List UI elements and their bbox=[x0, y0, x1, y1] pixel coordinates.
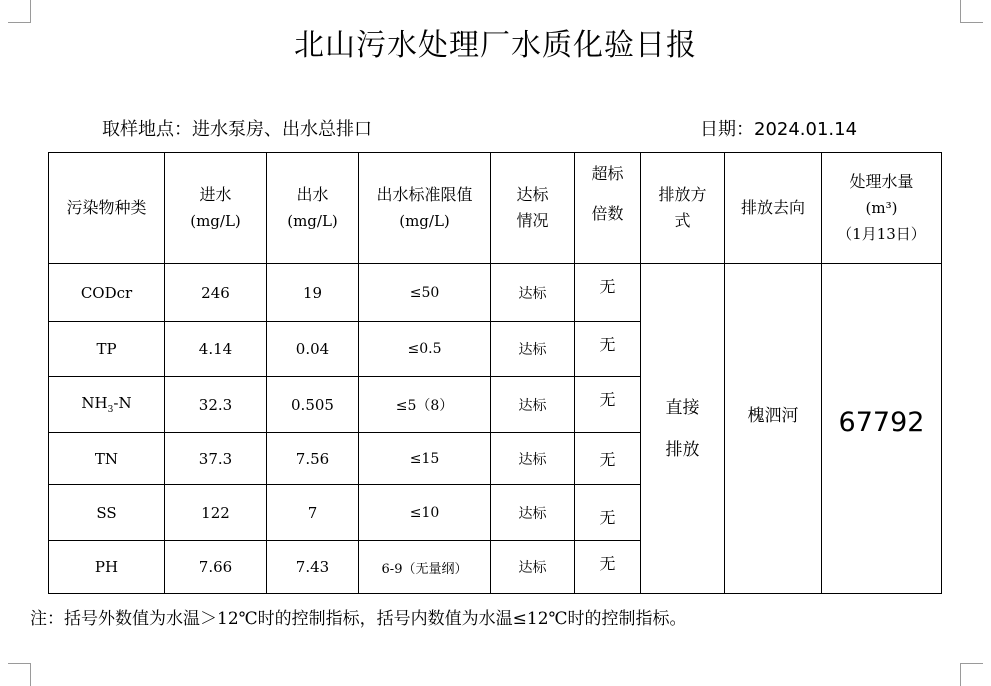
compliance-cell: 达标 bbox=[491, 433, 575, 485]
compliance-cell: 达标 bbox=[491, 485, 575, 541]
pollutant-main: NH bbox=[81, 394, 108, 412]
standard-cell: ≤0.5 bbox=[359, 322, 491, 377]
pollutant-cell: TP bbox=[49, 322, 165, 377]
header-inflow-unit: (mg/L) bbox=[190, 212, 241, 230]
water-quality-table bbox=[48, 152, 942, 594]
header-outflow-label: 出水 bbox=[296, 185, 329, 204]
sampling-location: 取样地点：进水泵房、出水总排口 bbox=[102, 119, 372, 140]
header-inflow-label: 进水 bbox=[199, 185, 232, 204]
pollutant-tail: -N bbox=[113, 394, 132, 412]
standard-cell: ≤50 bbox=[359, 264, 491, 322]
header-exceed-line1: 超标 bbox=[591, 164, 624, 183]
header-exceed-line2: 倍数 bbox=[591, 204, 624, 223]
exceed-cell: 无 bbox=[575, 322, 641, 377]
inflow-cell: 122 bbox=[165, 485, 267, 541]
header-standard bbox=[359, 153, 491, 264]
outflow-cell: 0.04 bbox=[267, 322, 359, 377]
compliance-cell: 达标 bbox=[491, 322, 575, 377]
header-compliance bbox=[491, 153, 575, 264]
header-pollutant bbox=[49, 153, 165, 264]
report-title: 北山污水处理厂水质化验日报 bbox=[294, 28, 697, 63]
exceed-cell: 无 bbox=[575, 433, 641, 485]
inflow-cell: 7.66 bbox=[165, 541, 267, 594]
header-row bbox=[49, 153, 942, 264]
standard-cell: ≤15 bbox=[359, 433, 491, 485]
exceed-cell: 无 bbox=[575, 377, 641, 433]
header-volume-unit: (m³) bbox=[865, 199, 898, 217]
compliance-cell: 达标 bbox=[491, 541, 575, 594]
outflow-cell: 0.505 bbox=[267, 377, 359, 433]
header-standard-unit: (mg/L) bbox=[399, 212, 450, 230]
compliance-cell: 达标 bbox=[491, 264, 575, 322]
discharge-mode-line1: 直接 bbox=[665, 397, 700, 418]
header-volume-date: （1月13日） bbox=[837, 225, 926, 243]
standard-cell: ≤10 bbox=[359, 485, 491, 541]
pollutant-cell: PH bbox=[49, 541, 165, 594]
inflow-cell: 32.3 bbox=[165, 377, 267, 433]
outflow-cell: 19 bbox=[267, 264, 359, 322]
header-discharge-mode bbox=[641, 153, 725, 264]
table-row bbox=[49, 264, 942, 322]
footnote: 注：括号外数值为水温＞12℃时的控制指标，括号内数值为水温≤12℃时的控制指标。 bbox=[30, 609, 687, 629]
header-discharge-mode-line2: 式 bbox=[674, 211, 691, 230]
header-destination bbox=[725, 153, 822, 264]
exceed-cell: 无 bbox=[575, 264, 641, 322]
pollutant-cell: CODcr bbox=[49, 264, 165, 322]
header-discharge-mode-line1: 排放方 bbox=[658, 185, 707, 204]
pollutant-cell: TN bbox=[49, 433, 165, 485]
pollutant-cell bbox=[49, 377, 165, 433]
header-volume bbox=[822, 153, 942, 264]
standard-cell: 6-9（无量纲） bbox=[359, 541, 491, 594]
outflow-cell: 7.43 bbox=[267, 541, 359, 594]
header-compliance-line2: 情况 bbox=[516, 211, 549, 230]
header-inflow bbox=[165, 153, 267, 264]
inflow-cell: 4.14 bbox=[165, 322, 267, 377]
header-outflow-unit: (mg/L) bbox=[287, 212, 338, 230]
destination-cell: 槐泗河 bbox=[725, 264, 822, 594]
outflow-cell: 7 bbox=[267, 485, 359, 541]
header-compliance-line1: 达标 bbox=[516, 185, 549, 204]
header-standard-label: 出水标准限值 bbox=[376, 185, 473, 204]
pollutant-subscript: 3 bbox=[107, 405, 114, 415]
report-date: 日期：2024.01.14 bbox=[700, 119, 858, 140]
corner-mark-bottom-right bbox=[960, 663, 983, 686]
inflow-cell: 37.3 bbox=[165, 433, 267, 485]
discharge-mode-line2: 排放 bbox=[665, 439, 700, 460]
header-pollutant-label: 污染物种类 bbox=[66, 198, 147, 217]
pollutant-cell: SS bbox=[49, 485, 165, 541]
outflow-cell: 7.56 bbox=[267, 433, 359, 485]
header-volume-label: 处理水量 bbox=[849, 172, 914, 191]
compliance-cell: 达标 bbox=[491, 377, 575, 433]
header-outflow bbox=[267, 153, 359, 264]
standard-cell: ≤5（8） bbox=[359, 377, 491, 433]
volume-cell: 67792 bbox=[822, 264, 942, 594]
discharge-mode-cell bbox=[641, 264, 725, 594]
header-destination-label: 排放去向 bbox=[740, 198, 805, 217]
corner-mark-bottom-left bbox=[8, 663, 31, 686]
header-exceed bbox=[575, 153, 641, 264]
exceed-cell: 无 bbox=[575, 541, 641, 594]
exceed-cell: 无 bbox=[575, 485, 641, 541]
inflow-cell: 246 bbox=[165, 264, 267, 322]
